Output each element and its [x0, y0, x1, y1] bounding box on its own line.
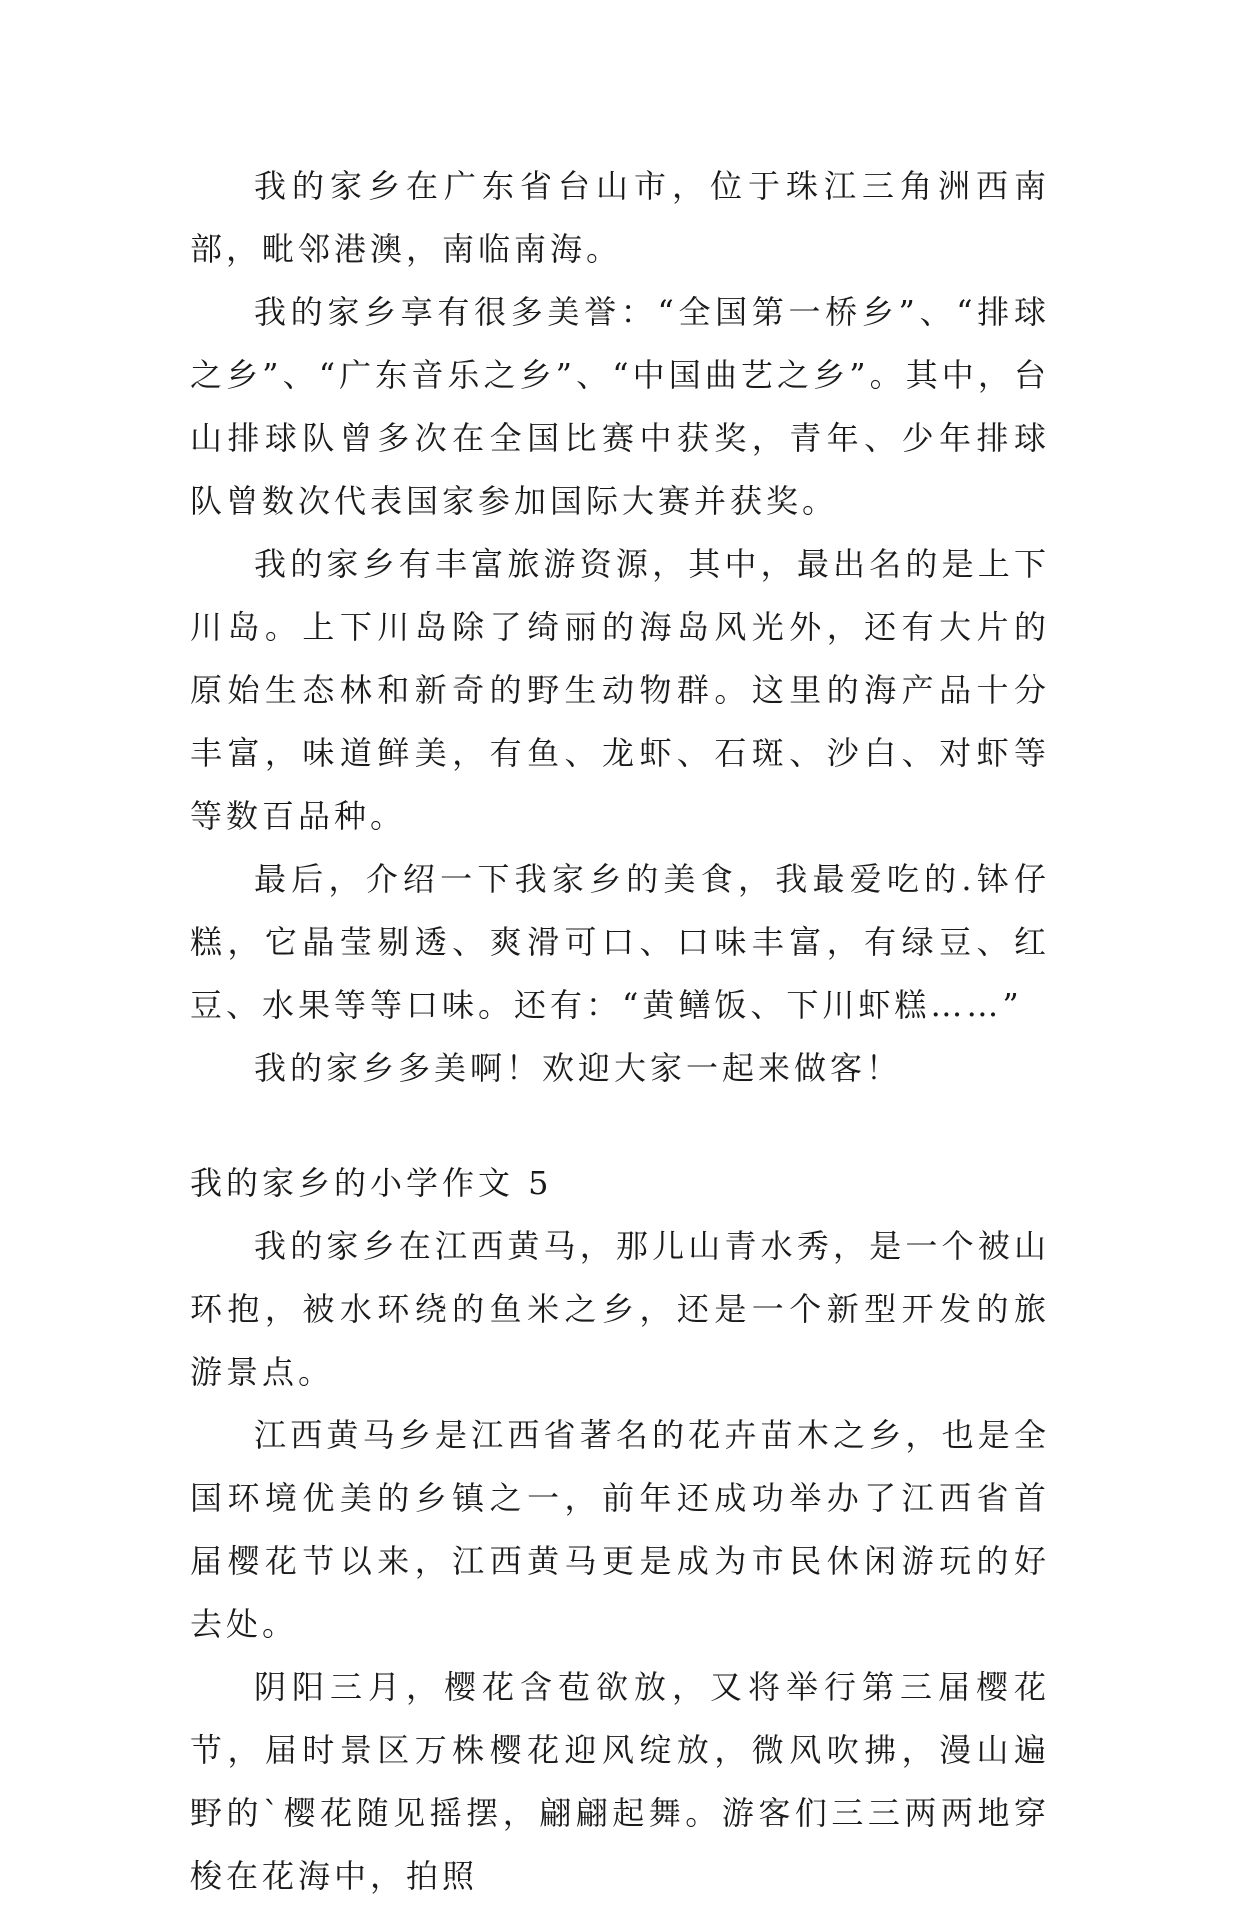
paragraph-intro: 我的家乡在广东省台山市，位于珠江三角洲西南部，毗邻港澳，南临南海。	[190, 167, 1050, 268]
paragraph-honors: 我的家乡享有很多美誉：“全国第一桥乡”、“排球之乡”、“广东音乐之乡”、“中国曲艺之乡”。其中，台山排球队曾多次在全国比赛中获奖，青年、少年排球队曾数次代表国家参加国际大赛并获奖。	[190, 293, 1050, 520]
document-page	[190, 155, 1050, 1908]
paragraph-cherry-festival: 阴阳三月，樱花含苞欲放，又将举行第三届樱花节，届时景区万株樱花迎风绽放，微风吹拂，漫山遍野的`樱花随见摇摆，翩翩起舞。游客们三三两两地穿梭在花海中，拍照	[190, 1668, 1050, 1895]
paragraph-jiangxi-flowers: 江西黄马乡是江西省著名的花卉苗木之乡，也是全国环境优美的乡镇之一，前年还成功举办了江西省首届樱花节以来，江西黄马更是成为市民休闲游玩的好去处。	[190, 1416, 1050, 1643]
paragraph-closing: 我的家乡多美啊！欢迎大家一起来做客！	[254, 1049, 903, 1087]
section-title: 我的家乡的小学作文 5	[190, 1164, 553, 1202]
paragraph-jiangxi-intro: 我的家乡在江西黄马，那儿山青水秀，是一个被山环抱，被水环绕的鱼米之乡，还是一个新型开发的旅游景点。	[190, 1227, 1050, 1391]
paragraph-food: 最后，介绍一下我家乡的美食，我最爱吃的.钵仔糕，它晶莹剔透、爽滑可口、口味丰富，有绿豆、红豆、水果等等口味。还有：“黄鳝饭、下川虾糕……”	[190, 860, 1050, 1024]
paragraph-tourism: 我的家乡有丰富旅游资源，其中，最出名的是上下川岛。上下川岛除了绮丽的海岛风光外，还有大片的原始生态林和新奇的野生动物群。这里的海产品十分丰富，味道鲜美，有鱼、龙虾、石斑、沙白、对虾等等数百品种。	[190, 545, 1050, 835]
